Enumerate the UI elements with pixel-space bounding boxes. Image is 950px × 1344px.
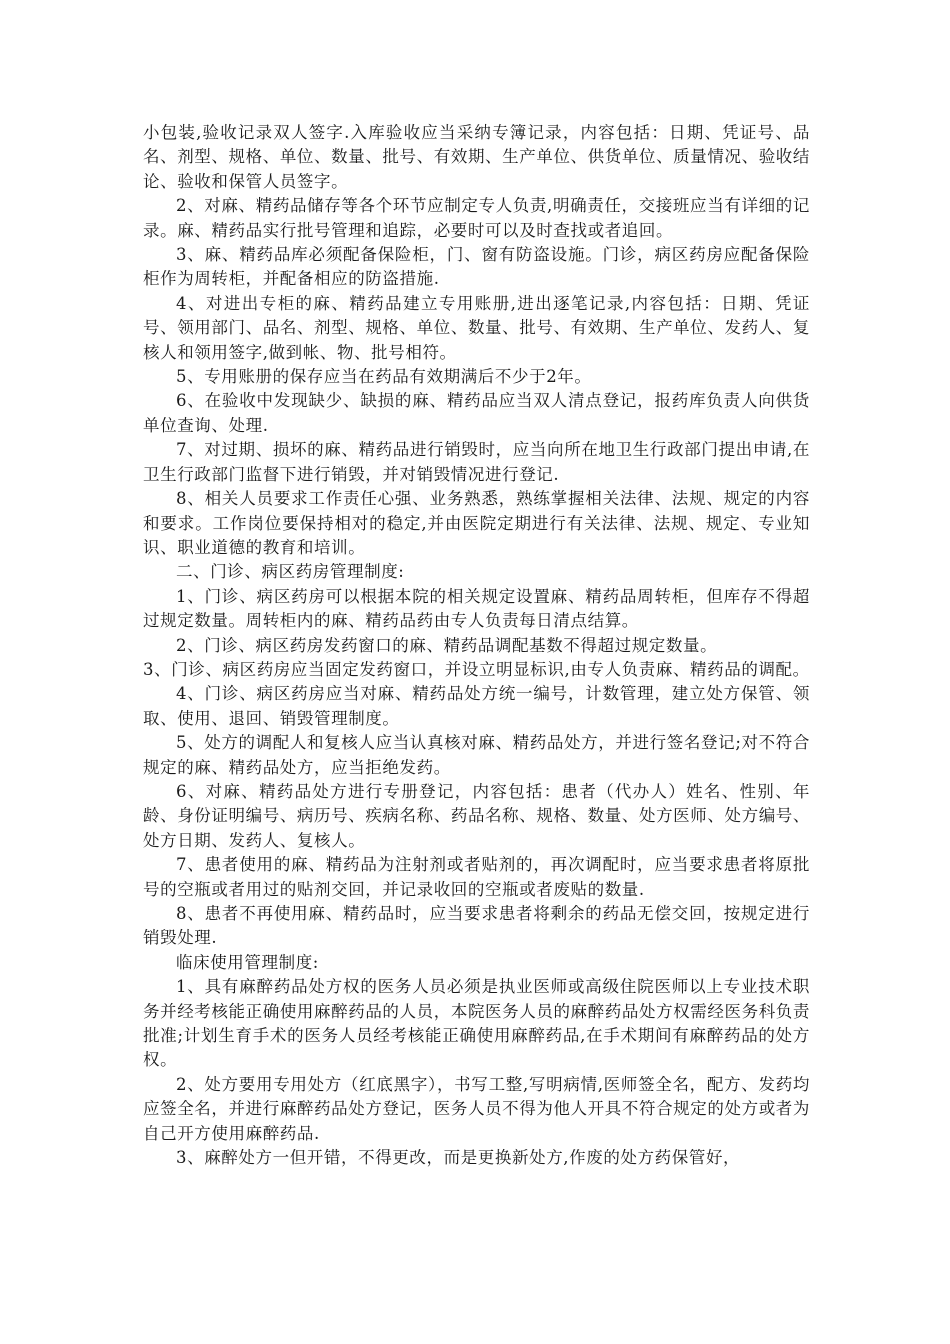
paragraph: 8、患者不再使用麻、精药品时，应当要求患者将剩余的药品无偿交回，按规定进行销毁处理. <box>143 904 810 948</box>
paragraph: 3、麻醉处方一但开错，不得更改，而是更换新处方,作废的处方药保管好， <box>176 1148 741 1168</box>
paragraph: 8、相关人员要求工作责任心强、业务熟悉，熟练掌握相关法律、法规、规定的内容和要求。工作岗位要保持相对的稳定,并由医院定期进行有关法律、法规、规定、专业知识、职业道德的教育和培训。 <box>143 489 810 557</box>
paragraph: 7、患者使用的麻、精药品为注射剂或者贴剂的，再次调配时，应当要求患者将原批号的空瓶或者用过的贴剂交回，并记录收回的空瓶或者废贴的数量. <box>143 855 810 899</box>
paragraph: 3、麻、精药品库必须配备保险柜，门、窗有防盗设施。门诊，病区药房应配备保险柜作为周转柜，并配备相应的防盗措施. <box>143 245 810 289</box>
paragraph: 2、对麻、精药品储存等各个环节应制定专人负责,明确责任，交接班应当有详细的记录。麻、精药品实行批号管理和追踪，必要时可以及时查找或者追回。 <box>143 196 810 240</box>
paragraph: 7、对过期、损坏的麻、精药品进行销毁时，应当向所在地卫生行政部门提出申请,在卫生行政部门监督下进行销毁，并对销毁情况进行登记. <box>143 440 810 484</box>
paragraph: 临床使用管理制度: <box>176 952 319 972</box>
paragraph: 6、对麻、精药品处方进行专册登记，内容包括：患者（代办人）姓名、性别、年龄、身份证明编号、病历号、疾病名称、药品名称、规格、数量、处方医师、处方编号、处方日期、发药人、复核人。 <box>143 781 810 850</box>
paragraph: 2、门诊、病区药房发药窗口的麻、精药品调配基数不得超过规定数量。 <box>176 635 718 655</box>
paragraph: 3、门诊、病区药房应当固定发药窗口，并设立明显标识,由专人负责麻、精药品的调配。 <box>143 659 810 679</box>
paragraph: 6、在验收中发现缺少、缺损的麻、精药品应当双人清点登记，报药库负责人向供货单位查询、处理. <box>143 391 810 435</box>
paragraph: 4、门诊、病区药房应当对麻、精药品处方统一编号，计数管理，建立处方保管、领取、使用、退回、销毁管理制度。 <box>143 684 810 728</box>
paragraph: 5、处方的调配人和复核人应当认真核对麻、精药品处方，并进行签名登记;对不符合规定的麻、精药品处方，应当拒绝发药。 <box>143 733 810 777</box>
paragraph: 二、门诊、病区药房管理制度: <box>176 562 405 582</box>
paragraph: 小包装,验收记录双人签字.入库验收应当采纳专簿记录，内容包括：日期、凭证号、品名、剂型、规格、单位、数量、批号、有效期、生产单位、供货单位、质量情况、验收结论、验收和保管人员签字。 <box>143 123 810 191</box>
paragraph: 2、处方要用专用处方（红底黑字），书写工整,写明病情,医师签全名，配方、发药均应签全名，并进行麻醉药品处方登记，医务人员不得为他人开具不符合规定的处方或者为自己开方使用麻醉药品. <box>143 1074 810 1143</box>
document-body <box>143 121 810 1170</box>
paragraph: 5、专用账册的保存应当在药品有效期满后不少于2年。 <box>176 367 592 387</box>
paragraph: 4、对进出专柜的麻、精药品建立专用账册,进出逐笔记录,内容包括：日期、凭证号、领用部门、品名、剂型、规格、单位、数量、批号、有效期、生产单位、发药人、复核人和领用签字,做到帐、物、批号相符。 <box>143 293 810 362</box>
paragraph: 1、门诊、病区药房可以根据本院的相关规定设置麻、精药品周转柜，但库存不得超过规定数量。周转柜内的麻、精药品药由专人负责每日清点结算。 <box>143 586 810 631</box>
paragraph: 1、具有麻醉药品处方权的医务人员必须是执业医师或高级住院医师以上专业技术职务并经考核能正确使用麻醉药品的人员，本院医务人员的麻醉药品处方权需经医务科负责批准;计划生育手术的医务人员经考核能正确使用麻醉药品,在手术期间有麻醉药品的处方权。 <box>143 977 810 1070</box>
